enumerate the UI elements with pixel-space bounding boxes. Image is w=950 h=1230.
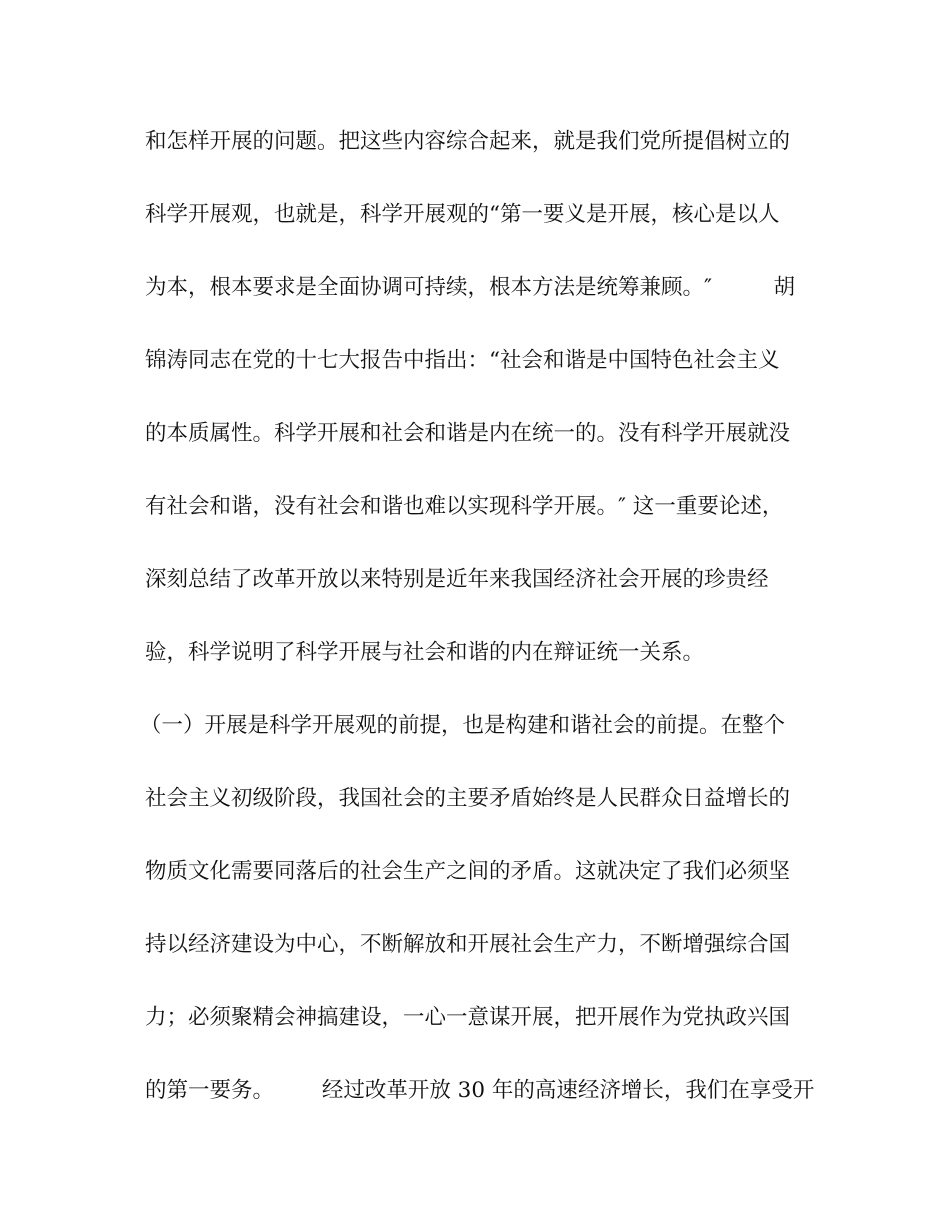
text-line: 物质文化需要同落后的社会生产之间的矛盾。这就决定了我们必须坚: [145, 859, 791, 884]
text-line: 锦涛同志在党的十七大报告中指出：“社会和谐是中国特色社会主义: [145, 348, 780, 373]
text-line: 有社会和谐，没有社会和谐也难以实现科学开展。″ 这一重要论述，: [145, 494, 784, 519]
text-line: 力；必须聚精会神搞建设，一心一意谋开展，把开展作为党执政兴国: [145, 1005, 791, 1030]
text-line: 社会主义初级阶段，我国社会的主要矛盾始终是人民群众日益增长的: [145, 786, 791, 811]
section-heading-line: （一）开展是科学开展观的前提，也是构建和谐社会的前提。在整个: [140, 713, 786, 738]
text-line: 的第一要务。 经过改革开放 30 年的高速经济增长，我们在享受开: [145, 1078, 815, 1103]
text-line: 和怎样开展的问题。把这些内容综合起来，就是我们党所提倡树立的: [145, 129, 791, 154]
text-line: 的本质属性。科学开展和社会和谐是内在统一的。没有科学开展就没: [145, 421, 791, 446]
text-line: 为本，根本要求是全面协调可持续，根本方法是统筹兼顾。″ 胡: [145, 275, 796, 300]
text-line: 深刻总结了改革开放以来特别是近年来我国经济社会开展的珍贵经: [145, 567, 769, 592]
text-line: 科学开展观，也就是，科学开展观的“第一要义是开展，核心是以人: [145, 202, 780, 227]
text-line: 持以经济建设为中心，不断解放和开展社会生产力，不断增强综合国: [145, 932, 791, 957]
text-line: 验，科学说明了科学开展与社会和谐的内在辩证统一关系。: [145, 640, 705, 665]
